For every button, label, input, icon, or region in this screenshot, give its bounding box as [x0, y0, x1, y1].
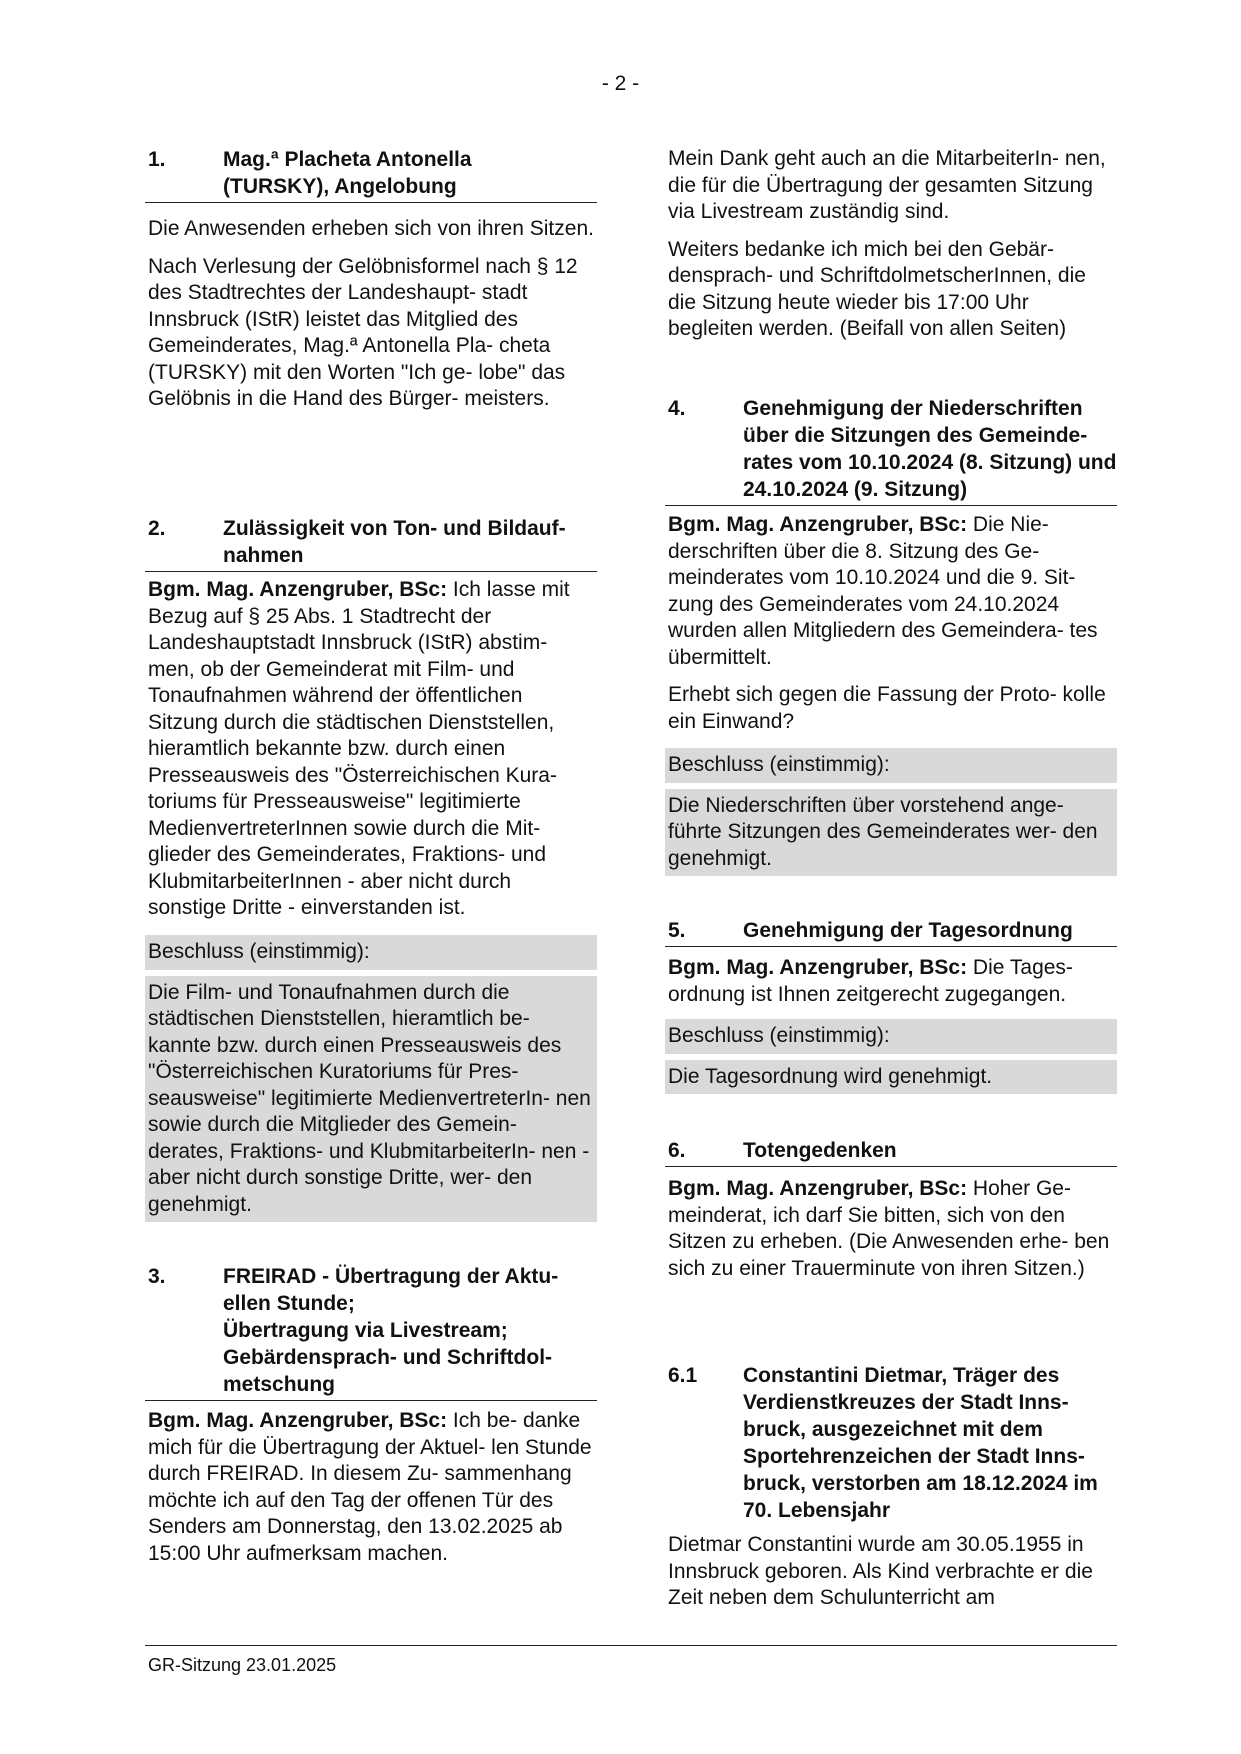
section-number: 3. — [148, 1265, 166, 1288]
footer-divider — [145, 1645, 1117, 1646]
section-title: Mag.ª Placheta Antonella (TURSKY), Angelobung — [223, 148, 472, 198]
section-title: Genehmigung der Tagesordnung — [743, 919, 1073, 942]
speaker-name: Bgm. Mag. Anzengruber, BSc: — [668, 1177, 968, 1200]
section-number: 4. — [668, 397, 686, 420]
speaker-name: Bgm. Mag. Anzengruber, BSc: — [148, 1409, 448, 1432]
paragraph: Bgm. Mag. Anzengruber, BSc: Ich lasse mit Bezug auf § 25 Abs. 1 Stadtrecht der Landeshauptstadt Innsbruck (IStR) abstim- men, ob der Gemeinderat mit Film- und Tonaufnahmen während der öffentlichen Sitzung durch die städtischen Dienststellen, hieramtlich bekannte bzw. durch einen Presseausweis des "Österreichischen Kura- toriums für Presseausweise" legitimierte MedienvertreterInnen sowie durch die Mit- glieder des Gemeinderates, Fraktions- und KlubmitarbeiterInnen - aber nicht durch sonstige Dritte - einverstanden ist. — [148, 578, 570, 919]
speaker-name: Bgm. Mag. Anzengruber, BSc: — [668, 513, 968, 536]
section-1-body — [145, 216, 597, 413]
section-5-heading — [665, 917, 1117, 947]
resolution-text: Die Tagesordnung wird genehmigt. — [665, 1060, 1117, 1095]
paragraph: Mein Dank geht auch an die MitarbeiterIn- nen, die für die Übertragung der gesamten Sitzung via Livestream zuständig sind. — [668, 147, 1106, 223]
resolution-text: Die Niederschriften über vorstehend ange- führte Sitzungen des Gemeinderates wer- den genehmigt. — [665, 789, 1117, 877]
section-5-body — [665, 955, 1117, 1008]
section-title: Totengedenken — [743, 1139, 897, 1162]
section-title: Zulässigkeit von Ton- und Bildauf- nahmen — [223, 517, 566, 567]
right-intro — [665, 146, 1117, 343]
section-number: 2. — [148, 517, 166, 540]
paragraph: Nach Verlesung der Gelöbnisformel nach § 12 des Stadtrechtes der Landeshaupt- stadt Innsbruck (IStR) leistet das Mitglied des Gemeinderates, Mag.ª Antonella Pla- cheta (TURSKY) mit den Worten "Ich ge- lobe" das Gelöbnis in die Hand des Bürger- meisters. — [148, 254, 578, 410]
resolution-label: Beschluss (einstimmig): — [665, 748, 1117, 783]
section-title: FREIRAD - Übertragung der Aktu- ellen Stunde; Übertragung via Livestream; Gebärdensprach- und Schriftdol- metschung — [223, 1265, 559, 1396]
resolution-box — [145, 935, 597, 1222]
section-number: 6. — [668, 1139, 686, 1162]
paragraph: Bgm. Mag. Anzengruber, BSc: Hoher Ge- meinderat, ich darf Sie bitten, sich von den Sitzen zu erheben. (Die Anwesenden erhe- ben sich zu einer Trauerminute von ihren Sitzen.) — [668, 1177, 1110, 1280]
section-2-heading — [145, 515, 597, 572]
page-number: - 2 - — [601, 72, 640, 95]
section-3-heading — [145, 1263, 597, 1401]
section-2-body — [145, 577, 597, 922]
paragraph: Erhebt sich gegen die Fassung der Proto- kolle ein Einwand? — [668, 683, 1106, 733]
resolution-label: Beschluss (einstimmig): — [145, 935, 597, 970]
section-1-heading — [145, 146, 597, 203]
section-6-body — [665, 1176, 1117, 1282]
resolution-label: Beschluss (einstimmig): — [665, 1019, 1117, 1054]
paragraph: Dietmar Constantini wurde am 30.05.1955 in Innsbruck geboren. Als Kind verbrachte er die Zeit neben dem Schulunterricht am — [668, 1533, 1093, 1609]
resolution-text: Die Film- und Tonaufnahmen durch die städtischen Dienststellen, hieramtlich be- kannte bzw. durch einen Presseausweis des "Österreichischen Kuratoriums für Pres- seausweise" legitimierte MedienvertreterIn- nen sowie durch die Mitglieder des Gemein- derates, Fraktions- und KlubmitarbeiterIn- nen - aber nicht durch sonstige Dritte, wer- den genehmigt. — [145, 976, 597, 1223]
footer-text: GR-Sitzung 23.01.2025 — [148, 1655, 337, 1675]
section-4-heading — [665, 395, 1117, 506]
section-title: Genehmigung der Niederschriften über die Sitzungen des Gemeinde- rates vom 10.10.2024 (8. Sitzung) und 24.10.2024 (9. Sitzung) — [743, 397, 1117, 501]
paragraph: Bgm. Mag. Anzengruber, BSc: Die Nie- derschriften über die 8. Sitzung des Ge- meinderates vom 10.10.2024 und die 9. Sit- zung des Gemeinderates vom 24.10.2024 wurden allen Mitgliedern des Gemeindera- tes übermittelt. — [668, 513, 1098, 669]
speaker-name: Bgm. Mag. Anzengruber, BSc: — [148, 578, 448, 601]
section-number: 1. — [148, 148, 166, 171]
section-6-heading — [665, 1137, 1117, 1167]
section-number: 5. — [668, 919, 686, 942]
resolution-box — [665, 1019, 1117, 1094]
section-3-body — [145, 1408, 597, 1567]
section-6-1-heading — [665, 1362, 1117, 1526]
paragraph: Bgm. Mag. Anzengruber, BSc: Die Tages- ordnung ist Ihnen zeitgerecht zugegangen. — [668, 956, 1073, 1006]
paragraph: Die Anwesenden erheben sich von ihren Sitzen. — [148, 217, 594, 240]
section-number: 6.1 — [668, 1364, 698, 1387]
section-4-body — [665, 512, 1117, 735]
resolution-box — [665, 748, 1117, 876]
section-6-1-body — [665, 1532, 1117, 1612]
speaker-name: Bgm. Mag. Anzengruber, BSc: — [668, 956, 968, 979]
section-title: Constantini Dietmar, Träger des Verdienstkreuzes der Stadt Inns- bruck, ausgezeichnet mit dem Sportehrenzeichen der Stadt Inns- bruck, verstorben am 18.12.2024 im 70. Lebensjahr — [743, 1364, 1098, 1522]
paragraph: Bgm. Mag. Anzengruber, BSc: Ich be- danke mich für die Übertragung der Aktuel- len Stunde durch FREIRAD. In diesem Zu- sammenhang möchte ich auf den Tag der offenen Tür des Senders am Donnerstag, den 13.02.2025 ab 15:00 Uhr aufmerksam machen. — [148, 1409, 592, 1565]
paragraph: Weiters bedanke ich mich bei den Gebär- densprach- und SchriftdolmetscherInnen, die die Sitzung heute wieder bis 17:00 Uhr begleiten werden. (Beifall von allen Seiten) — [668, 237, 1086, 340]
